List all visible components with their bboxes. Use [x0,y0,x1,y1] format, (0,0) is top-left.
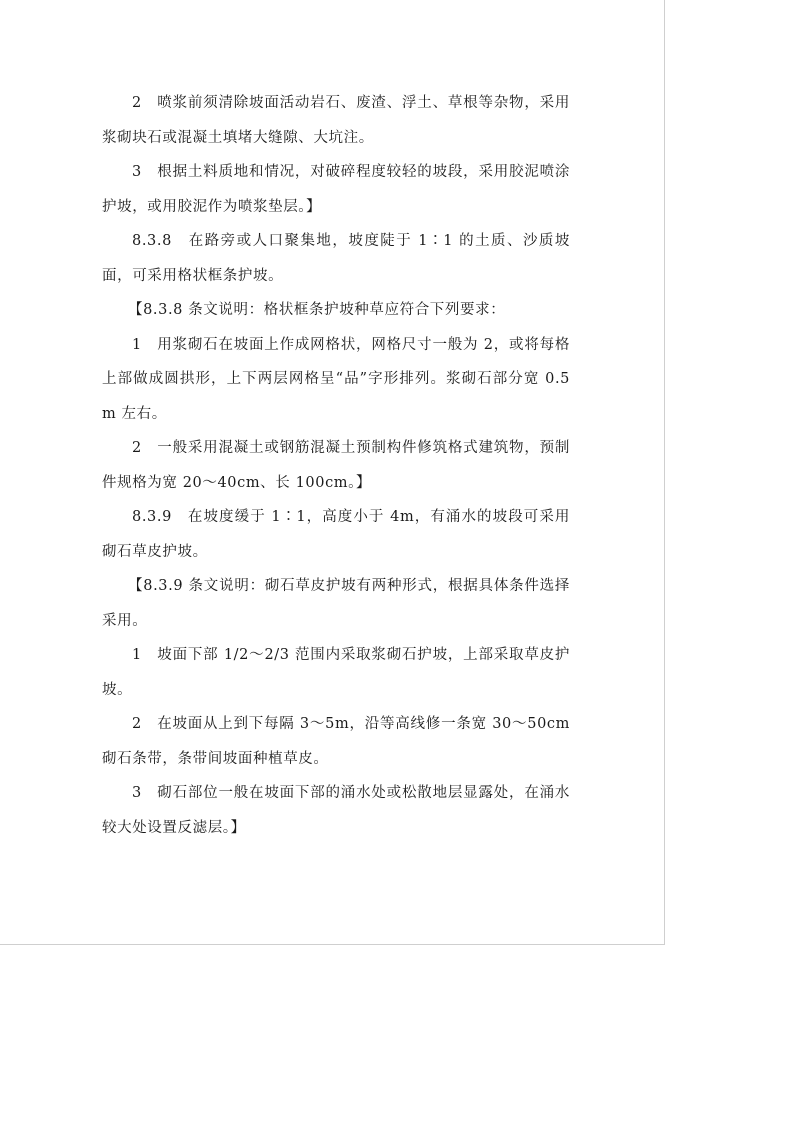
paragraph-clause-3-clay-spray: 3 根据土料质地和情况，对破碎程度较轻的坡段，采用胶泥喷涂护坡，或用胶泥作为喷浆垫层。】 [102,164,570,215]
paragraph-8-3-9-note-item-1: 1 坡面下部 1/2～2/3 范围内采取浆砌石护坡，上部采取草皮护坡。 [102,647,570,698]
paragraph-8-3-8-note-item-2: 2 一般采用混凝土或钢筋混凝土预制构件修筑格式建筑物，预制件规格为宽 20～40cm、长 100cm。】 [102,440,570,491]
paragraph-8-3-8: 8.3.8 在路旁或人口聚集地，坡度陡于 1∶1 的土质、沙质坡面，可采用格状框条护坡。 [102,233,570,284]
paragraph-8-3-9-note-heading: 【8.3.9 条文说明：砌石草皮护坡有两种形式，根据具体条件选择采用。 [102,578,570,629]
paragraph-8-3-9-note-item-2: 2 在坡面从上到下每隔 3～5m，沿等高线修一条宽 30～50cm 砌石条带，条带间坡面种植草皮。 [102,716,570,767]
paragraph-8-3-8-note-heading: 【8.3.8 条文说明：格状框条护坡种草应符合下列要求： [128,302,506,318]
paragraph-8-3-8-note-item-1: 1 用浆砌石在坡面上作成网格状，网格尺寸一般为 2，或将每格上部做成圆拱形，上下两层网格呈“品”字形排列。浆砌石部分宽 0.5m 左右。 [102,336,570,422]
paragraph-clause-2-grouting-prep: 2 喷浆前须清除坡面活动岩石、废渣、浮土、草根等杂物，采用浆砌块石或混凝土填堵大缝隙、大坑注。 [102,95,570,146]
document-body [102,86,570,845]
paragraph-8-3-9-note-item-3: 3 砌石部位一般在坡面下部的涌水处或松散地层显露处，在涌水较大处设置反滤层。】 [102,785,570,836]
paragraph-8-3-9: 8.3.9 在坡度缓于 1∶1，高度小于 4m，有涌水的坡段可采用砌石草皮护坡。 [102,509,570,560]
